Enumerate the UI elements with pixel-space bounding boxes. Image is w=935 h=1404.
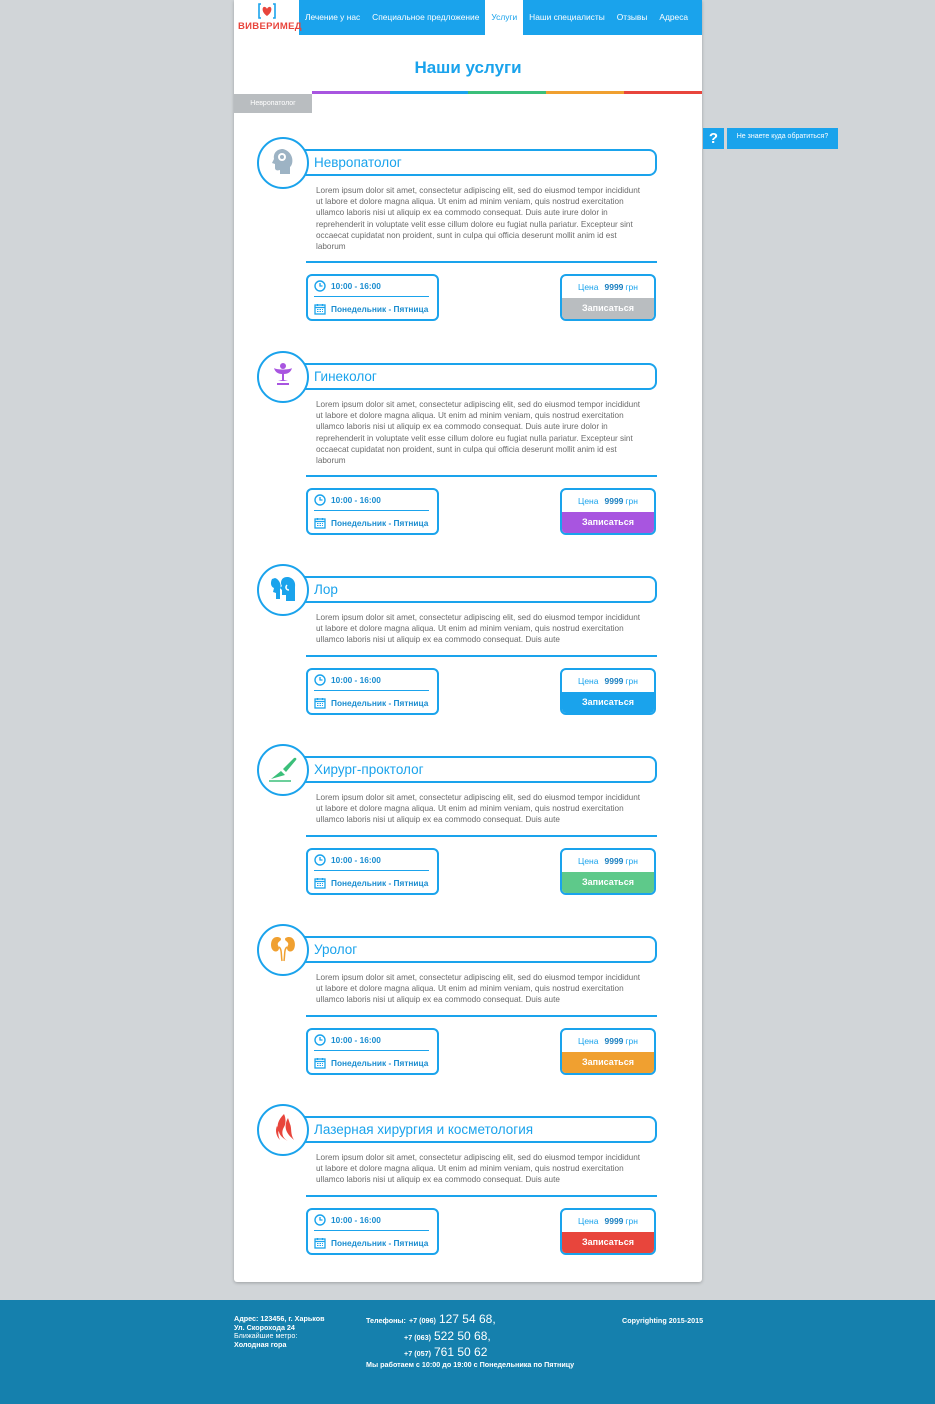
service-name-box[interactable] [297, 363, 657, 390]
days-row [314, 1055, 428, 1071]
service-card [257, 564, 657, 717]
service-name[interactable]: Уролог [314, 942, 358, 957]
service-card [257, 1104, 657, 1257]
service-name[interactable]: Гинеколог [314, 369, 377, 384]
footer-hours: Мы работаем с 10:00 до 19:00 с Понедельника по Пятницу [366, 1360, 575, 1369]
price-value: 9999 [604, 1036, 624, 1046]
hours-row [314, 1032, 381, 1048]
schedule-divider [314, 510, 429, 511]
calendar-icon [314, 877, 326, 889]
schedule-divider [314, 870, 429, 871]
days-text: Понедельник - Пятница [331, 518, 429, 528]
address-line: Ул. Скорохода 24 [234, 1322, 295, 1332]
nav-item-services[interactable]: Услуги [485, 0, 523, 35]
nav-item-specialists[interactable]: Наши специалисты [529, 12, 605, 22]
service-description: Lorem ipsum dolor sit amet, consectetur adipiscing elit, sed do eiusmod tempor incididunt ut labore et dolore magna aliqua. Ut enim ad minim veniam, quis nostrud exercitation ullamco laboris nisi ut aliquip ex ea commodo consequat. Duis aute [316, 793, 641, 825]
divider [306, 475, 657, 477]
nav-item-addresses[interactable]: Адреса [659, 12, 689, 22]
logo[interactable] [234, 0, 302, 35]
signup-button[interactable]: Записаться [562, 1232, 654, 1253]
service-description: Lorem ipsum dolor sit amet, consectetur adipiscing elit, sed do eiusmod tempor incididunt ut labore et dolore magna aliqua. Ut enim ad minim veniam, quis nostrud exercitation ullamco laboris nisi ut aliquip ex ea commodo consequat. Duis aute [316, 1153, 641, 1185]
color-stripe-red [624, 91, 702, 94]
price-label: Цена [578, 1216, 599, 1226]
hours-text: 10:00 - 16:00 [331, 281, 381, 291]
service-icon-circle [257, 351, 309, 403]
clock-icon [314, 494, 326, 506]
service-card [257, 924, 657, 1077]
service-name-box[interactable] [297, 149, 657, 176]
calendar-icon [314, 697, 326, 709]
price-label: Цена [578, 282, 599, 292]
service-icon-circle [257, 137, 309, 189]
phone-prefix: +7 (057) [404, 1349, 431, 1358]
service-description: Lorem ipsum dolor sit amet, consectetur adipiscing elit, sed do eiusmod tempor incididunt ut labore et dolore magna aliqua. Ut enim ad minim veniam, quis nostrud exercitation ullamco laboris nisi ut aliquip ex ea commodo consequat. Duis aute [316, 613, 641, 645]
price-currency: грн [625, 676, 638, 686]
logo-text: ВИВЕРИМЕД [238, 21, 302, 32]
signup-button[interactable]: Записаться [562, 872, 654, 893]
signup-button[interactable]: Записаться [562, 692, 654, 713]
service-icon-circle [257, 1104, 309, 1156]
days-row [314, 515, 428, 531]
hours-text: 10:00 - 16:00 [331, 495, 381, 505]
price-value: 9999 [604, 676, 624, 686]
color-stripe-green [468, 91, 546, 94]
calendar-icon [314, 1237, 326, 1249]
schedule-divider [314, 690, 429, 691]
kidneys-icon [267, 933, 299, 968]
hours-row [314, 672, 381, 688]
price-value: 9999 [604, 496, 624, 506]
schedule-box [306, 1028, 439, 1075]
days-row [314, 695, 428, 711]
schedule-divider [314, 296, 429, 297]
footer-phones [366, 1312, 496, 1362]
signup-button[interactable]: Записаться [562, 1052, 654, 1073]
signup-button[interactable]: Записаться [562, 298, 654, 319]
days-text: Понедельник - Пятница [331, 878, 429, 888]
page-title: Наши услуги [414, 58, 522, 77]
signup-button[interactable]: Записаться [562, 512, 654, 533]
clock-icon [314, 1034, 326, 1046]
days-text: Понедельник - Пятница [331, 1058, 429, 1068]
service-description: Lorem ipsum dolor sit amet, consectetur adipiscing elit, sed do eiusmod tempor incididunt ut labore et dolore magna aliqua. Ut enim ad minim veniam, quis nostrud exercitation ullamco laboris nisi ut aliquip ex ea commodo consequat. Duis aute irure dolor in reprehenderit in voluptate velit esse cillum dolore eu fugiat nulla pariatur. Excepteur sint occaecat cupidatat non proident, sunt in culpa qui officia deserunt mollit anim id est laborum [316, 186, 641, 252]
copyright: Copyrighting 2015-2015 [622, 1316, 704, 1325]
price-row [562, 1030, 654, 1052]
help-text[interactable]: Не знаете куда обратиться? [727, 128, 838, 149]
heart-cross-logo-icon [258, 3, 276, 19]
calendar-icon [314, 517, 326, 529]
question-icon[interactable]: ? [703, 128, 724, 149]
service-description: Lorem ipsum dolor sit amet, consectetur adipiscing elit, sed do eiusmod tempor incididunt ut labore et dolore magna aliqua. Ut enim ad minim veniam, quis nostrud exercitation ullamco laboris nisi ut aliquip ex ea commodo consequat. Duis aute [316, 973, 641, 1005]
hours-row [314, 1212, 381, 1228]
schedule-box [306, 848, 439, 895]
price-value: 9999 [604, 282, 624, 292]
price-currency: грн [625, 282, 638, 292]
clock-icon [314, 1214, 326, 1226]
clock-icon [314, 854, 326, 866]
service-icon-circle [257, 924, 309, 976]
price-box [560, 488, 656, 535]
service-card [257, 137, 657, 323]
service-description: Lorem ipsum dolor sit amet, consectetur adipiscing elit, sed do eiusmod tempor incididunt ut labore et dolore magna aliqua. Ut enim ad minim veniam, quis nostrud exercitation ullamco laboris nisi ut aliquip ex ea commodo consequat. Duis aute irure dolor in reprehenderit in voluptate velit esse cillum dolore eu fugiat nulla pariatur. Excepteur sint occaecat cupidatat non proident, sunt in culpa qui officia deserunt mollit anim id est laborum [316, 400, 641, 466]
phone-prefix: +7 (096) [408, 1316, 436, 1325]
price-box [560, 848, 656, 895]
days-text: Понедельник - Пятница [331, 304, 429, 314]
price-label: Цена [578, 676, 599, 686]
divider [306, 655, 657, 657]
days-row [314, 1235, 428, 1251]
phone-number[interactable]: 522 50 68, [433, 1328, 491, 1343]
price-currency: грн [625, 1036, 638, 1046]
service-name[interactable]: Хирург-проктолог [314, 762, 424, 777]
schedule-box [306, 488, 439, 535]
calendar-icon [314, 303, 326, 315]
price-row [562, 670, 654, 692]
color-stripe-purple [312, 91, 390, 94]
breadcrumb[interactable]: Невропатолог [234, 94, 312, 113]
price-box [560, 274, 656, 321]
phones-label: Телефоны: [366, 1316, 406, 1325]
service-name-box[interactable] [297, 936, 657, 963]
price-value: 9999 [604, 1216, 624, 1226]
price-value: 9999 [604, 856, 624, 866]
hours-text: 10:00 - 16:00 [331, 675, 381, 685]
color-stripe-blue [390, 91, 468, 94]
phone-number[interactable]: 127 54 68, [438, 1312, 496, 1326]
hours-text: 10:00 - 16:00 [331, 855, 381, 865]
price-currency: грн [625, 1216, 638, 1226]
help-widget[interactable] [703, 128, 838, 149]
days-text: Понедельник - Пятница [331, 1238, 429, 1248]
hours-row [314, 492, 381, 508]
schedule-box [306, 1208, 439, 1255]
price-row [562, 1210, 654, 1232]
service-card [257, 744, 657, 897]
phone-number[interactable]: 761 50 62 [433, 1345, 488, 1359]
days-row [314, 875, 428, 891]
metro-label: Ближайшие метро: [234, 1331, 298, 1340]
service-icon-circle [257, 564, 309, 616]
footer-address [234, 1315, 325, 1349]
metro-name: Холодная гора [234, 1339, 287, 1349]
schedule-box [306, 668, 439, 715]
hours-row [314, 278, 381, 294]
price-label: Цена [578, 856, 599, 866]
nav-item-treatment[interactable]: Лечение у нас [305, 12, 361, 22]
hours-text: 10:00 - 16:00 [331, 1035, 381, 1045]
top-header [234, 0, 702, 35]
scalpel-icon [267, 753, 299, 788]
divider [306, 1015, 657, 1017]
price-box [560, 1028, 656, 1075]
price-row [562, 850, 654, 872]
service-name[interactable]: Лазерная хирургия и косметология [314, 1122, 534, 1137]
price-currency: грн [625, 856, 638, 866]
service-name-box[interactable] [297, 576, 657, 603]
price-row [562, 276, 654, 298]
service-name-box[interactable] [297, 756, 657, 783]
service-name-box[interactable] [297, 1116, 657, 1143]
schedule-box [306, 274, 439, 321]
service-icon-circle [257, 744, 309, 796]
hours-text: 10:00 - 16:00 [331, 1215, 381, 1225]
divider [306, 835, 657, 837]
clock-icon [314, 280, 326, 292]
schedule-divider [314, 1230, 429, 1231]
laser-flame-icon [268, 1112, 298, 1149]
footer [0, 1300, 935, 1404]
venus-icon [268, 360, 298, 395]
days-text: Понедельник - Пятница [331, 698, 429, 708]
address-line: Адрес: 123456, г. Харьков [234, 1314, 325, 1323]
ent-heads-icon [267, 573, 299, 608]
price-label: Цена [578, 496, 599, 506]
divider [306, 261, 657, 263]
color-stripe-orange [546, 91, 624, 94]
service-name[interactable]: Невропатолог [314, 155, 402, 170]
brain-head-icon [268, 146, 298, 181]
nav-item-reviews[interactable]: Отзывы [616, 12, 648, 22]
clock-icon [314, 674, 326, 686]
service-card [257, 351, 657, 537]
phone-prefix: +7 (063) [404, 1332, 431, 1342]
schedule-divider [314, 1050, 429, 1051]
price-box [560, 1208, 656, 1255]
price-label: Цена [578, 1036, 599, 1046]
divider [306, 1195, 657, 1197]
price-currency: грн [625, 496, 638, 506]
days-row [314, 301, 428, 317]
price-box [560, 668, 656, 715]
nav-item-special-offer[interactable]: Специальное предложение [372, 12, 480, 22]
calendar-icon [314, 1057, 326, 1069]
service-name[interactable]: Лор [314, 582, 338, 597]
hours-row [314, 852, 381, 868]
main-nav [299, 0, 694, 35]
price-row [562, 490, 654, 512]
